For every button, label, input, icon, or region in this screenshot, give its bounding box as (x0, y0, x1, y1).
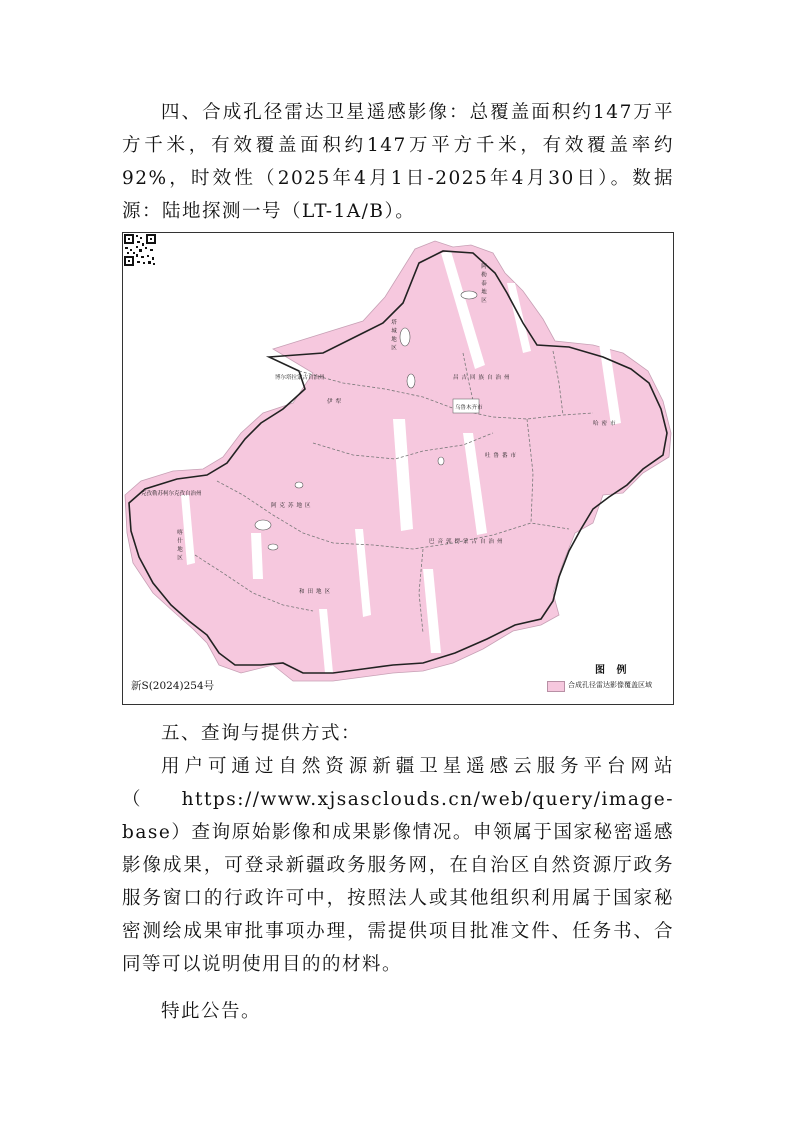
label-urumqi: 乌鲁木齐市 (455, 405, 483, 411)
legend-swatch (547, 681, 565, 692)
label-hami: 哈密市 (593, 421, 619, 427)
section5-body: 用户可通过自然资源新疆卫星遥感云服务平台网站（https://www.xjsasclouds.cn/web/query/image-base）查询原始影像和成果影像情况。申领属于国家秘密遥感影像成果，可登录新疆政务服务网，在自治区自然资源厅政务服务窗口的行政许可中，按照法人或其他组织利用属于国家秘密测绘成果审批事项办理，需提供项目批准文件、任务书、合同等可以说明使用目的的材料。 (122, 756, 674, 975)
label-aksu: 阿克苏地区 (271, 503, 314, 509)
label-tacheng: 塔城地区 (390, 319, 396, 353)
legend-label: 合成孔径雷达影像覆盖区域 (568, 681, 652, 689)
closing-text: 特此公告。 (161, 1001, 262, 1022)
label-kashgar: 喀什地区 (176, 529, 182, 563)
coverage-map (122, 232, 674, 705)
label-kizilsu: 克孜勒苏柯尔克孜自治州 (141, 491, 202, 497)
label-bayingolin: 巴音郭楞蒙古自治州 (429, 539, 506, 545)
map-approval-number: 新S(2024)254号 (131, 680, 215, 692)
map-legend (547, 655, 669, 697)
label-bortala: 博尔塔拉蒙古自治州 (275, 375, 325, 381)
section5-heading: 五、查询与提供方式： (161, 723, 362, 744)
label-altay: 阿勒泰地区 (480, 263, 486, 306)
qr-code-icon (123, 233, 157, 267)
label-hotan: 和田地区 (299, 589, 334, 595)
label-turpan: 吐鲁番市 (485, 453, 520, 459)
label-yili: 伊犁 (327, 399, 345, 405)
coverage-map-graphic (123, 233, 673, 704)
label-changji: 昌吉回族自治州 (453, 375, 513, 381)
section4-paragraph: 四、合成孔径雷达卫星遥感影像：总覆盖面积约147万平方千米，有效覆盖面积约147万平方千米，有效覆盖率约92%，时效性（2025年4月1日-2025年4月30日）。数据源：陆地探测一号（LT-1A/B）。 (122, 102, 674, 222)
legend-title: 图 例 (595, 665, 631, 676)
